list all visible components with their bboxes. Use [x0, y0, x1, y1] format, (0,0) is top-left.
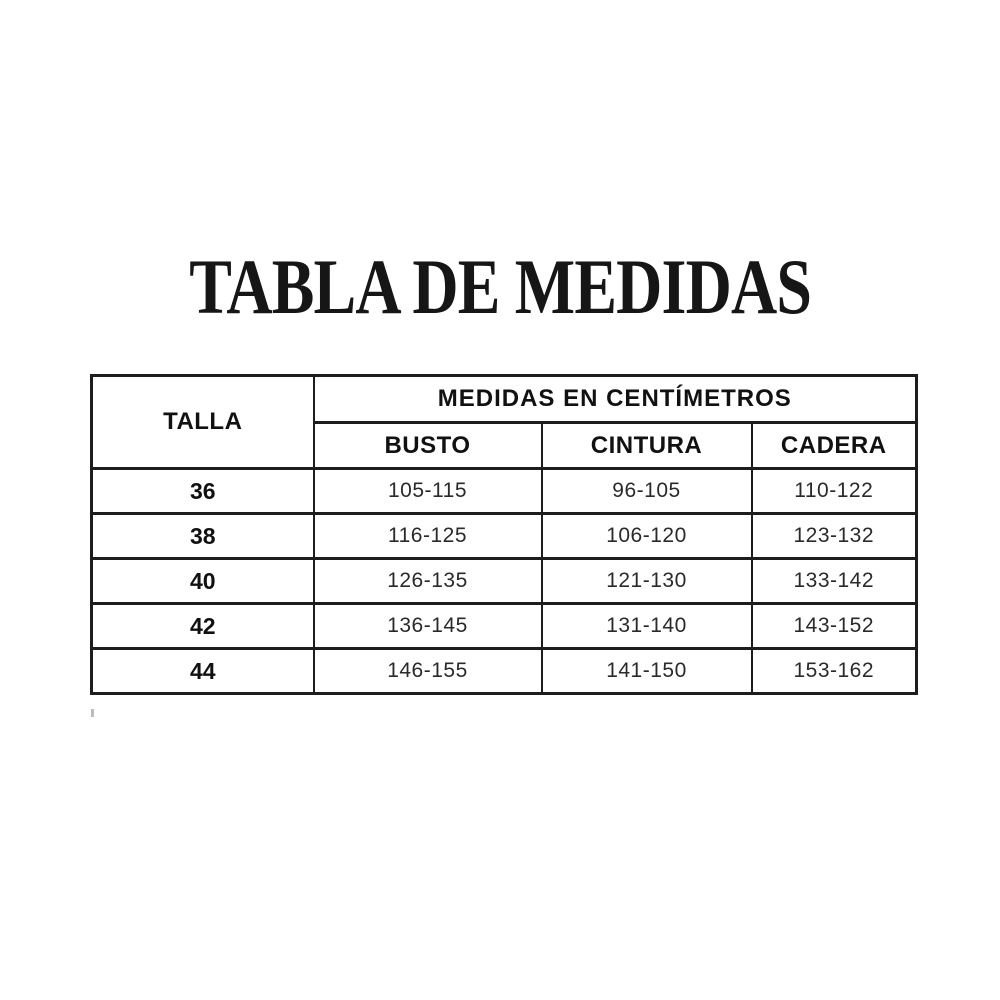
- size-value: 38: [92, 514, 314, 559]
- scan-artifact-mark: [91, 709, 94, 717]
- column-header-cadera: CADERA: [752, 423, 917, 469]
- table-row-size-40: [92, 559, 917, 604]
- table-row-size-38: [92, 514, 917, 559]
- busto-range: 126-135: [314, 559, 542, 604]
- cadera-range: 110-122: [752, 469, 917, 514]
- table-row-size-42: [92, 604, 917, 649]
- cintura-range: 96-105: [542, 469, 752, 514]
- table-row-size-36: [92, 469, 917, 514]
- size-value: 44: [92, 649, 314, 694]
- cadera-range: 123-132: [752, 514, 917, 559]
- cadera-range: 153-162: [752, 649, 917, 694]
- cintura-range: 121-130: [542, 559, 752, 604]
- group-header-medidas-en-centimetros: MEDIDAS EN CENTÍMETROS: [314, 376, 917, 423]
- cadera-range: 133-142: [752, 559, 917, 604]
- size-value: 40: [92, 559, 314, 604]
- size-value: 36: [92, 469, 314, 514]
- page-title-text: TABLA DE MEDIDAS: [189, 243, 811, 330]
- cintura-range: 141-150: [542, 649, 752, 694]
- busto-range: 116-125: [314, 514, 542, 559]
- page-title: [0, 243, 1000, 330]
- column-header-cintura: CINTURA: [542, 423, 752, 469]
- table-row-size-44: [92, 649, 917, 694]
- header-row-group: [92, 376, 917, 423]
- column-header-busto: BUSTO: [314, 423, 542, 469]
- size-chart-table: [90, 374, 918, 695]
- busto-range: 105-115: [314, 469, 542, 514]
- cintura-range: 131-140: [542, 604, 752, 649]
- cadera-range: 143-152: [752, 604, 917, 649]
- size-value: 42: [92, 604, 314, 649]
- busto-range: 136-145: [314, 604, 542, 649]
- cintura-range: 106-120: [542, 514, 752, 559]
- column-header-talla: TALLA: [92, 376, 314, 469]
- busto-range: 146-155: [314, 649, 542, 694]
